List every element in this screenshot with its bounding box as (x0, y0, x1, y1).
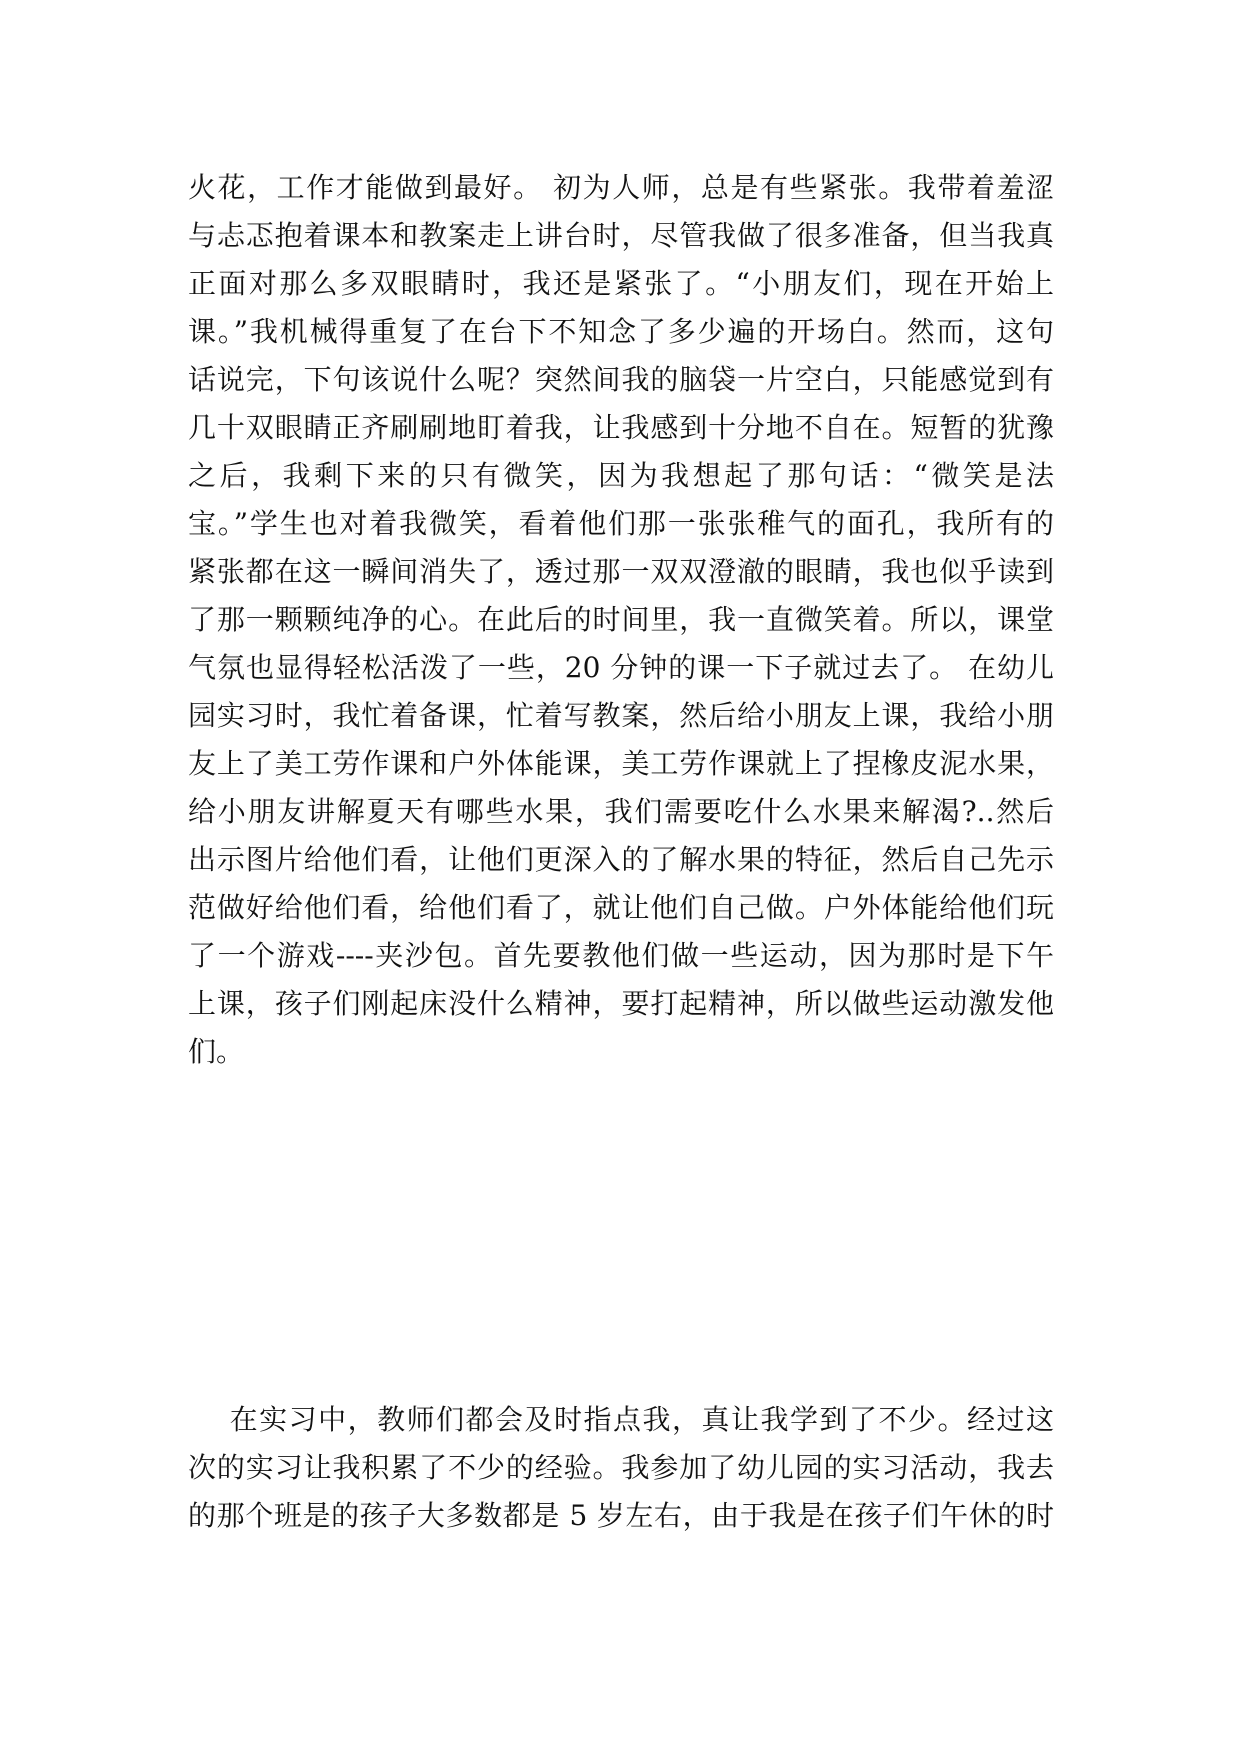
text-line: 几十双眼睛正齐刷刷地盯着我，让我感到十分地不自在。短暂的犹豫 (188, 411, 1054, 444)
text-line: 宝。”学生也对着我微笑，看着他们那一张张稚气的面孔，我所有的 (188, 507, 1054, 540)
text-line: 紧张都在这一瞬间消失了，透过那一双双澄澈的眼睛，我也似乎读到 (188, 555, 1054, 588)
text-line: 气氛也显得轻松活泼了一些，20 分钟的课一下子就过去了。 在幼儿 (188, 651, 1054, 684)
paragraph-1 (188, 164, 1054, 1076)
text-line: 园实习时，我忙着备课，忙着写教案，然后给小朋友上课，我给小朋 (188, 699, 1054, 732)
text-line: 的那个班是的孩子大多数都是 5 岁左右，由于我是在孩子们午休的时 (188, 1499, 1054, 1532)
text-line: 了一个游戏----夹沙包。首先要教他们做一些运动，因为那时是下午 (188, 939, 1054, 972)
text-line: 与忐忑抱着课本和教案走上讲台时，尽管我做了很多准备，但当我真 (188, 219, 1054, 252)
text-line: 了那一颗颗纯净的心。在此后的时间里，我一直微笑着。所以，课堂 (188, 603, 1054, 636)
text-line: 课。”我机械得重复了在台下不知念了多少遍的开场白。然而，这句 (188, 315, 1054, 348)
paragraph-2 (188, 1396, 1054, 1540)
text-line: 话说完，下句该说什么呢？突然间我的脑袋一片空白，只能感觉到有 (188, 363, 1054, 396)
text-line: 出示图片给他们看，让他们更深入的了解水果的特征，然后自己先示 (188, 843, 1054, 876)
text-line: 上课，孩子们刚起床没什么精神，要打起精神，所以做些运动激发他 (188, 987, 1054, 1020)
text-line: 给小朋友讲解夏天有哪些水果，我们需要吃什么水果来解渴?..然后 (188, 795, 1054, 828)
text-line: 范做好给他们看，给他们看了，就让他们自己做。户外体能给他们玩 (188, 891, 1054, 924)
text-line: 在实习中，教师们都会及时指点我，真让我学到了不少。经过这 (188, 1403, 1054, 1436)
text-line: 之后，我剩下来的只有微笑，因为我想起了那句话：“微笑是法 (188, 459, 1054, 492)
text-line: 们。 (188, 1035, 245, 1068)
text-line: 火花，工作才能做到最好。 初为人师，总是有些紧张。我带着羞涩 (188, 171, 1054, 204)
text-line: 正面对那么多双眼睛时，我还是紧张了。“小朋友们，现在开始上 (188, 267, 1054, 300)
text-line: 友上了美工劳作课和户外体能课，美工劳作课就上了捏橡皮泥水果， (188, 747, 1054, 780)
text-line: 次的实习让我积累了不少的经验。我参加了幼儿园的实习活动，我去 (188, 1451, 1054, 1484)
